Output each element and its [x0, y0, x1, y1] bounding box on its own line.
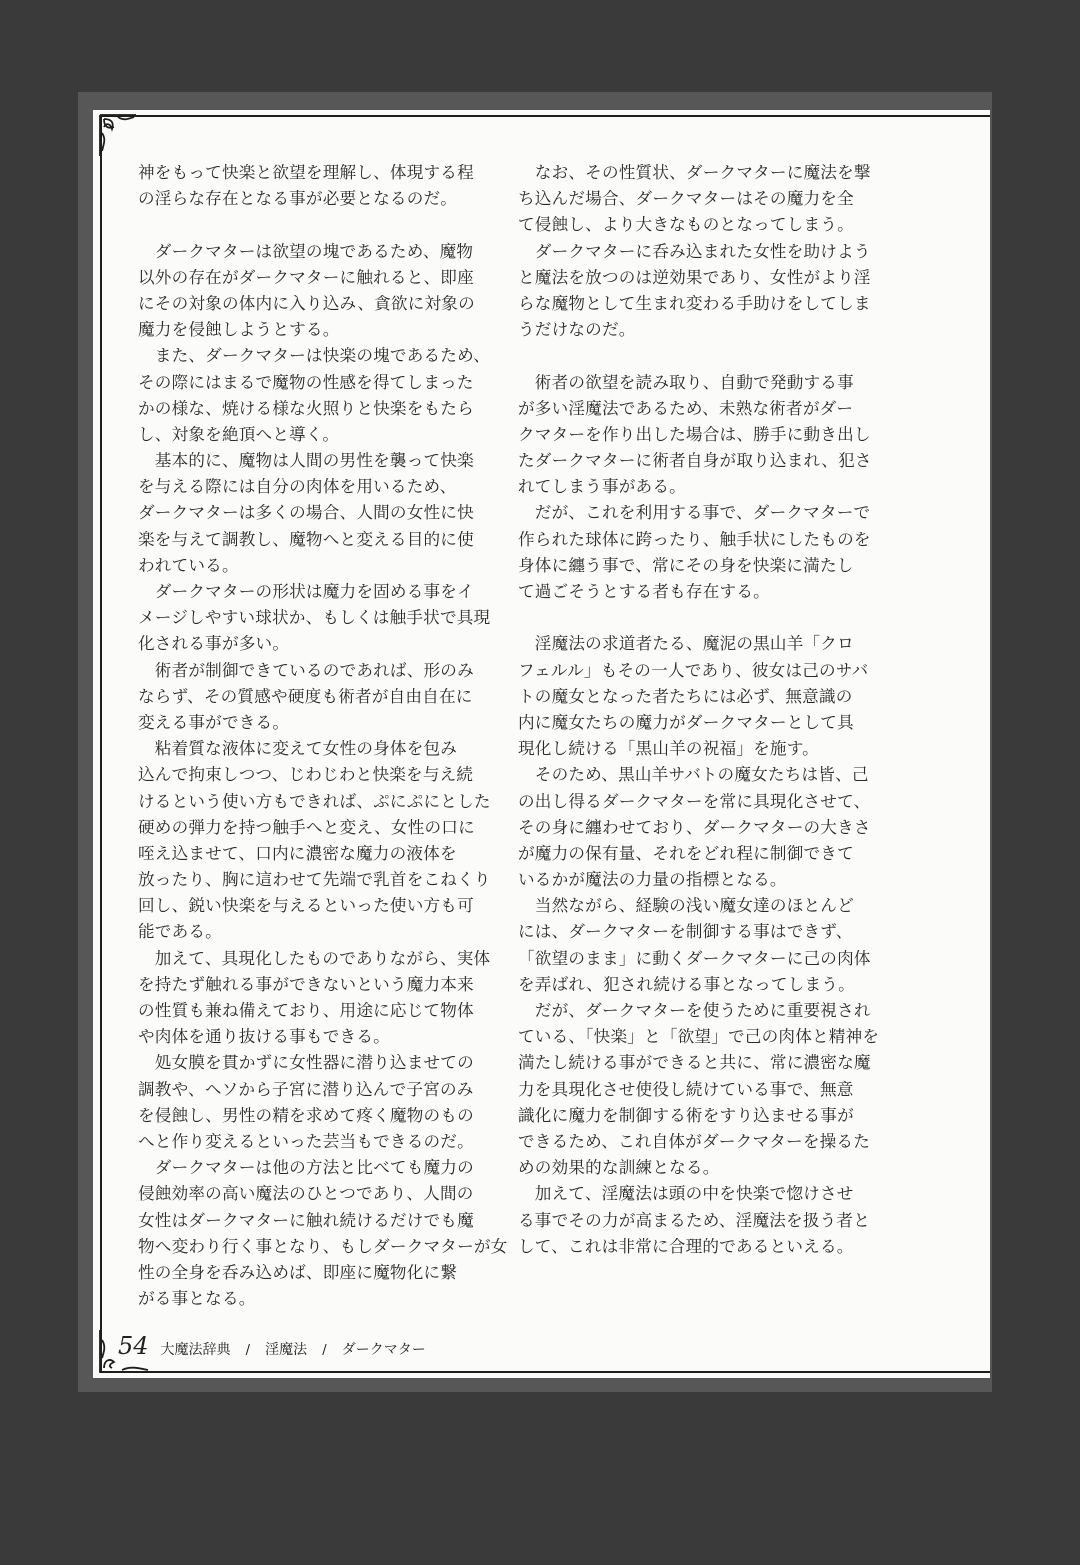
text-line: ち込んだ場合、ダークマターはその魔力を全	[518, 189, 854, 209]
text-line: ダークマターは欲望の塊であるため、魔物	[138, 241, 474, 261]
text-line: へと作り変えるといった芸当もできるのだ。	[138, 1131, 474, 1151]
text-line: 識化に魔力を制御する術をすり込ませる事が	[518, 1105, 854, 1125]
text-line: 粘着質な液体に変えて女性の身体を包み	[138, 739, 458, 759]
text-line	[518, 605, 879, 631]
text-line: して、これは非常に合理的であるといえる。	[518, 1236, 854, 1256]
text-line: だが、ダークマターを使うために重要視され	[518, 1001, 871, 1020]
text-line: 内に魔女たちの魔力がダークマターとして具	[518, 712, 854, 732]
ornament-corner-top-icon	[98, 113, 138, 158]
breadcrumb-separator: /	[245, 1343, 251, 1358]
text-line: うだけなのだ。	[518, 320, 636, 340]
text-line: 術者の欲望を読み取り、自動で発動する事	[518, 372, 854, 392]
text-line: を持たず触れる事ができないという魔力本来	[138, 974, 474, 994]
text-line: を侵蝕し、男性の精を求めて疼く魔物のもの	[138, 1105, 474, 1125]
text-line: 込んで拘束しつつ、じわじわと快楽を与え続	[138, 765, 474, 785]
breadcrumb-book: 大魔法辞典	[160, 1342, 231, 1358]
text-line: らな魔物として生まれ変わる手助けをしてしま	[518, 293, 871, 313]
text-line: 加えて、具現化したものでありながら、実体	[138, 948, 491, 968]
text-line: けるという使い方もできれば、ぷにぷにとした	[138, 791, 491, 811]
text-line: メージしやすい球状か、もしくは触手状で具現	[138, 608, 491, 628]
text-line: れてしまう事がある。	[518, 477, 686, 497]
text-line: と魔法を放つのは逆効果であり、女性がより淫	[518, 267, 871, 287]
text-line: を与える際には自分の肉体を用いるため、	[138, 477, 457, 497]
text-line: 変える事ができる。	[138, 712, 290, 732]
page-number: 54	[118, 1332, 149, 1360]
text-line: 物へ変わり行く事となり、もしダークマターが女	[138, 1236, 508, 1256]
text-line: その際にはまるで魔物の性感を得てしまった	[138, 372, 474, 392]
text-line: 基本的に、魔物は人間の男性を襲って快楽	[138, 451, 474, 471]
breadcrumb-category: 淫魔法	[265, 1342, 308, 1358]
text-line: 満たし続ける事ができると共に、常に濃密な魔	[518, 1053, 871, 1073]
text-line: できるため、これ自体がダークマターを操るた	[518, 1131, 871, 1151]
text-line: めの効果的な訓練となる。	[518, 1158, 720, 1178]
text-line: フェルル」もその一人であり、彼女は己のサバ	[518, 660, 869, 680]
breadcrumb-separator: /	[322, 1343, 327, 1358]
text-line: 侵蝕効率の高い魔法のひとつであり、人間の	[138, 1184, 474, 1204]
breadcrumb-entry: ダークマター	[341, 1342, 426, 1358]
text-line: 回し、鋭い快楽を与えるといった使い方も可	[138, 896, 474, 916]
text-line: 性の全身を呑み込めば、即座に魔物化に繋	[138, 1262, 458, 1282]
text-line: 当然ながら、経験の浅い魔女達のほとんど	[518, 896, 854, 916]
text-line: いるかが魔法の力量の指標となる。	[518, 870, 787, 890]
text-line: 調教や、ヘソから子宮に潜り込んで子宮のみ	[138, 1079, 474, 1099]
text-line: る事でその力が高まるため、淫魔法を扱う者と	[518, 1210, 871, 1230]
text-line: ならず、その質感や硬度も術者が自由自在に	[138, 686, 473, 706]
text-line: て侵蝕し、より大きなものとなってしまう。	[518, 215, 854, 235]
text-line: 女性はダークマターに触れ続けるだけでも魔	[138, 1210, 474, 1230]
text-line: 神をもって快楽と欲望を理解し、体現する程	[138, 163, 474, 182]
text-line: ている、「快楽」と「欲望」で己の肉体と精神を	[518, 1027, 880, 1047]
text-line: 「欲望のまま」に動くダークマターに己の肉体	[518, 948, 871, 968]
text-line: 作られた球体に跨ったり、触手状にしたものを	[518, 529, 871, 549]
text-line: が多い淫魔法であるため、未熟な術者がダー	[518, 398, 854, 418]
text-line: かの様な、焼ける様な火照りと快楽をもたら	[138, 398, 474, 418]
text-line: が魔力の保有量、それをどれ程に制御できて	[518, 843, 854, 863]
text-line: 能である。	[138, 922, 222, 942]
text-line: トの魔女となった者たちには必ず、無意識の	[518, 686, 853, 706]
text-line: クマターを作り出した場合は、勝手に動き出し	[518, 424, 871, 444]
text-line: 淫魔法の求道者たる、魔泥の黒山羊「クロ	[518, 634, 854, 654]
text-line: 咥え込ませて、口内に濃密な魔力の液体を	[138, 843, 457, 863]
breadcrumb	[161, 1339, 426, 1359]
text-line: だが、これを利用する事で、ダークマターで	[518, 503, 871, 523]
text-line: 力を具現化させ使役し続けている事で、無意	[518, 1079, 854, 1099]
text-line: ダークマターに呑み込まれた女性を助けよう	[518, 241, 871, 261]
text-line: 化される事が多い。	[138, 634, 290, 654]
text-line: ダークマターは多くの場合、人間の女性に快	[138, 503, 474, 523]
text-line: 硬めの弾力を持つ触手へと変え、女性の口に	[138, 817, 475, 837]
frame-border-left	[100, 115, 102, 1373]
text-line: 魔力を侵蝕しようとする。	[138, 320, 340, 340]
text-line: の性質も兼ね備えており、用途に応じて物体	[138, 1001, 474, 1020]
text-line	[518, 343, 879, 369]
text-line: を弄ばれ、犯され続ける事となってしまう。	[518, 974, 855, 994]
page-footer	[118, 1332, 426, 1360]
text-line: 身体に纏う事で、常にその身を快楽に満たし	[518, 555, 854, 575]
frame-border-top	[100, 115, 990, 117]
text-line: がる事となる。	[138, 1289, 256, 1309]
left-text-column	[138, 160, 507, 1312]
text-line: 放ったり、胸に這わせて先端で乳首をこねくり	[138, 870, 491, 890]
text-line: 処女膜を貫かずに女性器に潜り込ませての	[138, 1053, 474, 1073]
text-line: 楽を与えて調教し、魔物へと変える目的に使	[138, 529, 474, 549]
text-line	[138, 212, 507, 238]
text-line: し、対象を絶頂へと導く。	[138, 424, 340, 444]
text-line: や肉体を通り抜ける事もできる。	[138, 1027, 390, 1047]
text-line: そのため、黒山羊サバトの魔女たちは皆、己	[518, 765, 869, 785]
text-line: 加えて、淫魔法は頭の中を快楽で惚けさせ	[518, 1184, 854, 1204]
text-line: て過ごそうとする者も存在する。	[518, 582, 770, 601]
right-text-column	[518, 160, 879, 1260]
text-line: その身に纏わせており、ダークマターの大きさ	[518, 817, 871, 837]
text-line: にその対象の体内に入り込み、貪欲に対象の	[138, 293, 475, 313]
text-line: 以外の存在がダークマターに触れると、即座	[138, 267, 474, 287]
text-line: ダークマターは他の方法と比べても魔力の	[138, 1158, 474, 1178]
text-line: 現化し続ける「黒山羊の祝福」を施す。	[518, 739, 819, 759]
text-line: なお、その性質状、ダークマターに魔法を撃	[518, 163, 871, 182]
text-line: たダークマターに術者自身が取り込まれ、犯さ	[518, 451, 872, 471]
text-line: 術者が制御できているのであれば、形のみ	[138, 660, 474, 680]
text-line: また、ダークマターは快楽の塊であるため、	[138, 346, 491, 366]
frame-border-bottom	[100, 1371, 990, 1373]
text-line: ダークマターの形状は魔力を固める事をイ	[138, 582, 474, 601]
text-line: われている。	[138, 555, 239, 575]
text-line: の出し得るダークマターを常に具現化させて、	[518, 791, 871, 811]
text-line: の淫らな存在となる事が必要となるのだ。	[138, 189, 458, 209]
text-line: には、ダークマターを制御する事はできず、	[518, 922, 853, 942]
